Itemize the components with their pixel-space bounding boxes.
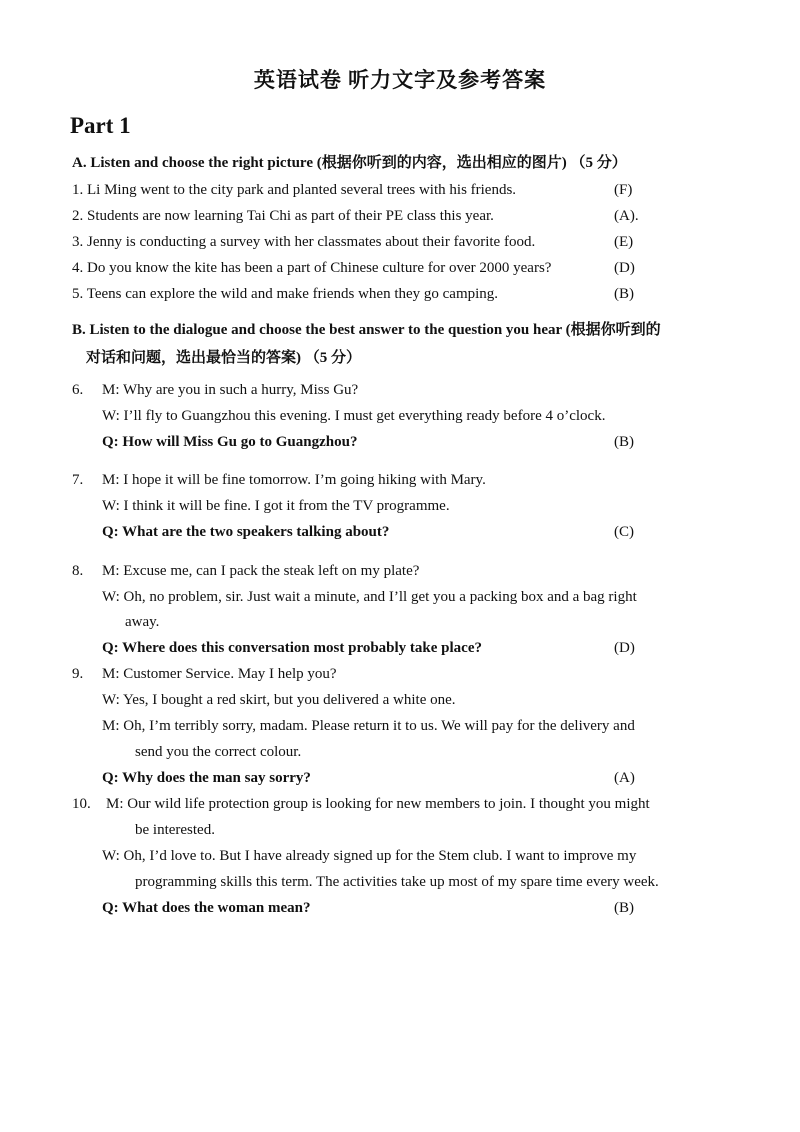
section-a-answer-1: (F) — [614, 182, 633, 198]
question-9-answer: (A) — [614, 770, 635, 786]
question-9-question: Q: Why does the man say sorry? — [102, 770, 311, 786]
question-8-line-w1a: W: Oh, no problem, sir. Just wait a minute, and I’ll get you a packing box and a bag right — [102, 589, 637, 605]
question-10-line-w1a: W: Oh, I’d love to. But I have already signed up for the Stem club. I want to improve my — [102, 848, 637, 864]
question-6-question: Q: How will Miss Gu go to Guangzhou? — [102, 434, 358, 450]
section-a-answer-4: (D) — [614, 260, 635, 276]
document-title: 英语试卷 听力文字及参考答案 — [253, 68, 547, 92]
question-8-number: 8. — [72, 563, 84, 579]
question-9-number: 9. — [72, 666, 84, 682]
section-a-item-5: 5. Teens can explore the wild and make friends when they go camping. — [72, 286, 499, 302]
question-10-line-w1b: programming skills this term. The activities take up most of my spare time every week. — [135, 874, 659, 890]
question-10-line-m1b: be interested. — [135, 822, 215, 838]
question-6-line-w1: W: I’ll fly to Guangzhou this evening. I must get everything ready before 4 o’clock. — [102, 408, 606, 424]
section-a-item-1: 1. Li Ming went to the city park and planted several trees with his friends. — [72, 182, 517, 198]
question-10-question: Q: What does the woman mean? — [102, 900, 311, 916]
section-a-item-4: 4. Do you know the kite has been a part of Chinese culture for over 2000 years? — [72, 260, 552, 276]
question-6-answer: (B) — [614, 434, 634, 450]
question-10-answer: (B) — [614, 900, 634, 916]
section-b-header-line-2: 对话和问题，选出最恰当的答案) （5 分） — [86, 350, 361, 366]
question-8-line-w1b: away. — [125, 614, 160, 630]
question-7-line-m1: M: I hope it will be fine tomorrow. I’m going hiking with Mary. — [102, 472, 486, 488]
part-heading: Part 1 — [70, 113, 131, 138]
section-a-item-3: 3. Jenny is conducting a survey with her classmates about their favorite food. — [72, 234, 536, 250]
section-b-header-line-1: B. Listen to the dialogue and choose the best answer to the question you hear (根据你听到的 — [72, 322, 661, 338]
section-a-answer-2: (A). — [614, 208, 639, 224]
question-7-question: Q: What are the two speakers talking about? — [102, 524, 390, 540]
section-a-header: A. Listen and choose the right picture (根据你听到的内容，选出相应的图片) （5 分） — [72, 155, 627, 171]
question-6-number: 6. — [72, 382, 84, 398]
question-10-line-m1a: M: Our wild life protection group is looking for new members to join. I thought you might — [106, 796, 650, 812]
question-9-line-m2a: M: Oh, I’m terribly sorry, madam. Please return it to us. We will pay for the delivery and — [102, 718, 635, 734]
question-6-line-m1: M: Why are you in such a hurry, Miss Gu? — [102, 382, 359, 398]
question-8-answer: (D) — [614, 640, 635, 656]
question-8-line-m1: M: Excuse me, can I pack the steak left on my plate? — [102, 563, 420, 579]
section-a-answer-5: (B) — [614, 286, 634, 302]
question-10-number: 10. — [72, 796, 91, 812]
question-7-answer: (C) — [614, 524, 634, 540]
question-9-line-w1: W: Yes, I bought a red skirt, but you delivered a white one. — [102, 692, 456, 708]
question-8-question: Q: Where does this conversation most probably take place? — [102, 640, 483, 656]
question-9-line-m2b: send you the correct colour. — [135, 744, 302, 760]
section-a-item-2: 2. Students are now learning Tai Chi as part of their PE class this year. — [72, 208, 494, 224]
section-a-answer-3: (E) — [614, 234, 634, 250]
question-9-line-m1: M: Customer Service. May I help you? — [102, 666, 337, 682]
question-7-line-w1: W: I think it will be fine. I got it from the TV programme. — [102, 498, 450, 514]
question-7-number: 7. — [72, 472, 84, 488]
